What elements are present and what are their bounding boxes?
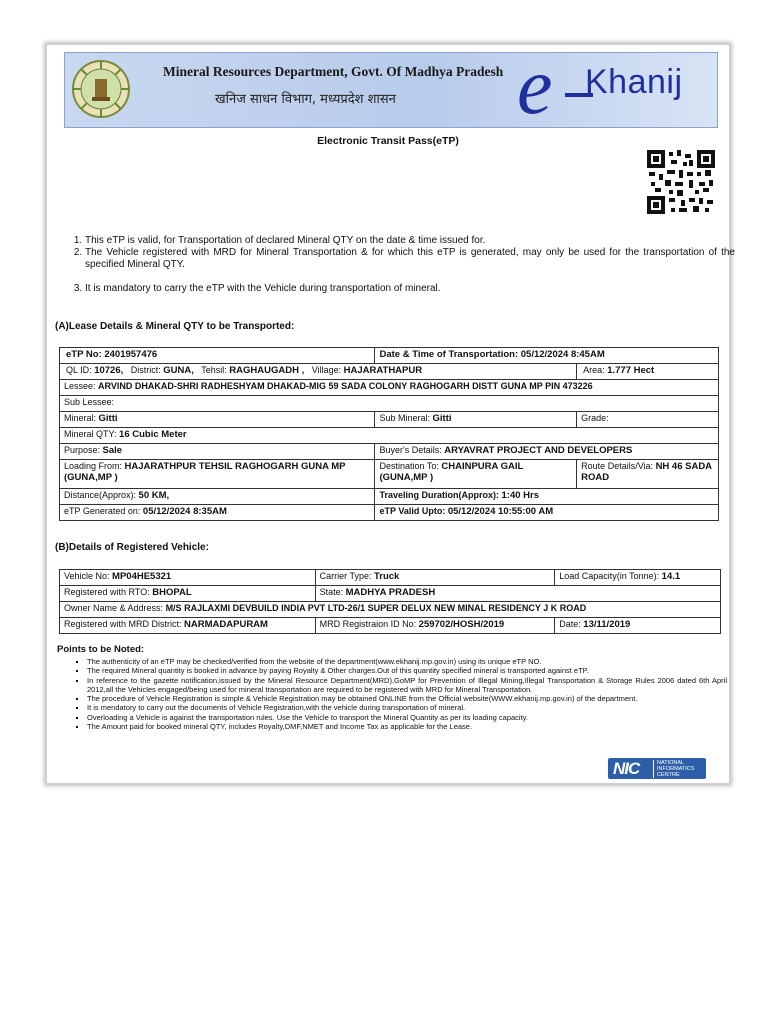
qr-code-icon	[647, 150, 715, 214]
table-row	[60, 586, 721, 602]
table-row	[60, 489, 719, 505]
nic-logo-name	[653, 760, 694, 778]
mrd-reg-cell	[315, 618, 555, 634]
generated-value: 05/12/2024 8:35AM	[142, 506, 227, 517]
point-item: ▪ It is mendatory to carry out the documents of Vehicle Registration,with the vehicle during transportation of mineral.	[87, 703, 727, 712]
reg-date-cell	[555, 618, 721, 634]
tehsil-value: RAGHAUGADH ,	[229, 365, 305, 376]
reg-date-label: Date:	[559, 619, 581, 629]
state-cell	[315, 586, 720, 602]
mrd-reg-label: MRD Registraion ID No:	[319, 619, 417, 629]
mrd-district-label: Registered with MRD District:	[64, 619, 182, 629]
sub-mineral-label: Sub Mineral:	[379, 413, 431, 423]
table-row	[60, 348, 719, 364]
points-heading: Points to be Noted:	[57, 644, 145, 655]
route-value: NH 46 SADA ROAD	[581, 461, 712, 483]
duration-value: 1:40 Hrs	[501, 490, 540, 501]
table-row	[60, 505, 719, 521]
district-label: District:	[130, 365, 161, 375]
destination-cell	[375, 460, 577, 489]
loading-label: Loading From:	[64, 461, 123, 471]
duration-cell	[375, 489, 719, 505]
transport-date-time: Date & Time of Transportation: 05/12/2024 8:45AM	[375, 348, 719, 364]
state-value: MADHYA PRADESH	[345, 587, 436, 598]
ql-id-label: QL ID:	[66, 365, 92, 375]
mrd-district-cell	[60, 618, 316, 634]
mineral-cell	[60, 412, 375, 428]
area-cell	[577, 364, 719, 380]
table-row	[60, 570, 721, 586]
distance-cell	[60, 489, 375, 505]
carrier-cell	[315, 570, 555, 586]
mrd-district-value: NARMADAPURAM	[184, 619, 268, 630]
loading-value: HAJARATHPUR TEHSIL RAGHOGARH GUNA MP (GUNA,MP )	[64, 461, 346, 483]
nic-logo-line: NATIONAL	[657, 760, 685, 766]
section-a-heading: (A)Lease Details & Mineral QTY to be Transported:	[55, 321, 295, 332]
point-item: ▪ The procedure of Vehicle Registration is simple & Vehicle Registration may be obtained ONLINE from the Official website(WWW.ekhanij.mp.gov.in) of the department.	[87, 694, 727, 703]
point-item: ▪ In reference to the gazette notification,issued by the Mineral Resource Department(MRD),GoMP for Prevention of Illegal Mining,Illegal Transportation & Storage Rules 2006 dated 6th April 2012,all the Vehicles engaged/being used for mineral transportation are required to be registered with MRD for Mineral Transportation.	[87, 676, 727, 695]
valid-upto-label: eTP Valid Upto:	[379, 506, 446, 516]
state-label: State:	[319, 587, 344, 597]
generated-cell	[60, 505, 375, 521]
nic-logo-line: INFORMATICS	[657, 766, 695, 772]
etp-document	[46, 44, 735, 784]
tehsil-label: Tehsil:	[201, 365, 227, 375]
district-value: GUNA,	[163, 365, 194, 376]
purpose-cell	[60, 444, 375, 460]
destination-value: CHAINPURA GAIL (GUNA,MP )	[379, 461, 524, 483]
generated-label: eTP Generated on:	[64, 506, 141, 516]
rule-item: 1. This eTP is valid, for Transportation of declared Mineral QTY on the date & time issued for.	[85, 235, 735, 247]
document-title: Electronic Transit Pass(eTP)	[317, 135, 459, 147]
point-item: ▪ The Amount paid for booked mineral QTY, includes Royalty,DMF,NMET and Income Tax as applicable for the Lease.	[87, 722, 727, 731]
lessee-value: ARVIND DHAKAD-SHRI RADHESHYAM DHAKAD-MIG 59 SADA COLONY RAGHOGARH DISTT GUNA MP PIN 473226	[98, 381, 593, 391]
route-cell	[577, 460, 719, 489]
table-row	[60, 428, 719, 444]
duration-label: Traveling Duration(Approx):	[379, 490, 499, 500]
nic-logo-line: CENTRE	[657, 772, 680, 778]
destination-label: Destination To:	[379, 461, 439, 471]
capacity-value: 14.1	[661, 571, 681, 582]
capacity-cell	[555, 570, 721, 586]
table-row	[60, 444, 719, 460]
table-row	[60, 364, 719, 380]
mineral-label: Mineral:	[64, 413, 97, 423]
table-row	[60, 602, 721, 618]
points-list	[75, 657, 727, 731]
rto-label: Registered with RTO:	[64, 587, 150, 597]
validity-rules-list	[73, 235, 735, 295]
table-row	[60, 460, 719, 489]
qty-cell	[60, 428, 719, 444]
location-cell	[60, 364, 577, 380]
table-row	[60, 380, 719, 396]
department-name-hindi: खनिज साधन विभाग, मध्यप्रदेश शासन	[215, 92, 396, 107]
ekhanij-logo-e: e	[517, 52, 553, 128]
table-row	[60, 618, 721, 634]
ql-id-value: 10726,	[94, 365, 124, 376]
mineral-value: Gitti	[98, 413, 118, 424]
lease-details-table	[59, 347, 719, 521]
loading-cell	[60, 460, 375, 489]
table-row	[60, 412, 719, 428]
owner-value: M/S RAJLAXMI DEVBUILD INDIA PVT LTD-26/1 SUPER DELUX NEW MINAL RESIDENCY J K ROAD	[165, 603, 587, 613]
village-label: Village:	[311, 365, 342, 375]
point-item: ▪ The required Mineral quantity is booked in advance by paying Royalty & Other charges.Out of this quantity specified mineral is transported against eTP.	[87, 666, 727, 675]
rto-value: BHOPAL	[152, 587, 192, 598]
qty-value: 16 Cubic Meter	[119, 429, 187, 440]
section-b-heading: (B)Details of Registered Vehicle:	[55, 542, 209, 553]
vehicle-no-value: MP04HE5321	[112, 571, 172, 582]
vehicle-no-label: Vehicle No:	[64, 571, 110, 581]
table-row	[60, 396, 719, 412]
carrier-label: Carrier Type:	[319, 571, 372, 581]
owner-label: Owner Name & Address:	[64, 603, 164, 613]
distance-label: Distance(Approx):	[64, 490, 137, 500]
distance-value: 50 KM,	[138, 490, 170, 501]
buyer-cell	[375, 444, 719, 460]
grade-label: Grade:	[577, 412, 719, 428]
qty-label: Mineral QTY:	[64, 429, 117, 439]
buyer-label: Buyer's Details:	[379, 445, 442, 455]
valid-upto-value: 05/12/2024 10:55:00 AM	[447, 506, 554, 517]
etp-number: eTP No: 2401957476	[60, 348, 375, 364]
purpose-value: Sale	[102, 445, 123, 456]
mp-government-seal-icon	[71, 59, 131, 119]
carrier-value: Truck	[373, 571, 400, 582]
header-banner	[64, 52, 718, 128]
point-item: ▪ Overloading a Vehicle is against the transportation rules. Use the Vehicle to transport the Mineral Quantity as per its loading capacity.	[87, 713, 727, 722]
valid-upto-cell	[375, 505, 719, 521]
lessee-cell	[60, 380, 719, 396]
capacity-label: Load Capacity(in Tonne):	[559, 571, 660, 581]
lessee-label: Lessee:	[64, 381, 96, 391]
sub-mineral-value: Gitti	[432, 413, 452, 424]
vehicle-details-table	[59, 569, 721, 634]
reg-date-value: 13/11/2019	[583, 619, 631, 630]
sub-lessee-label: Sub Lessee:	[60, 396, 719, 412]
rule-item: 3. It is mandatory to carry the eTP with the Vehicle during transportation of mineral.	[85, 283, 735, 295]
owner-cell	[60, 602, 721, 618]
mrd-reg-value: 259702/HOSH/2019	[418, 619, 505, 630]
village-value: HAJARATHAPUR	[343, 365, 423, 376]
rule-item: 2. The Vehicle registered with MRD for Mineral Transportation & for which this eTP is generated, may only be used for the transportation of the specified Mineral QTY.	[85, 247, 735, 271]
nic-logo-abbr: NIC	[613, 759, 640, 778]
nic-logo	[608, 758, 706, 779]
route-label: Route Details/Via:	[581, 461, 654, 471]
sub-mineral-cell	[375, 412, 577, 428]
vehicle-no-cell	[60, 570, 316, 586]
ekhanij-logo-text: Khanij	[585, 63, 683, 101]
point-item: ▪ The authenticity of an eTP may be checked/verified from the website of the department(www.ekhanij.mp.gov.in) using its unique eTP NO.	[87, 657, 727, 666]
buyer-value: ARYAVRAT PROJECT AND DEVELOPERS	[444, 445, 633, 456]
area-value: 1.777 Hect	[607, 365, 655, 376]
rto-cell	[60, 586, 316, 602]
department-name-english: Mineral Resources Department, Govt. Of Madhya Pradesh	[163, 64, 504, 79]
area-label: Area:	[583, 365, 605, 375]
purpose-label: Purpose:	[64, 445, 101, 455]
